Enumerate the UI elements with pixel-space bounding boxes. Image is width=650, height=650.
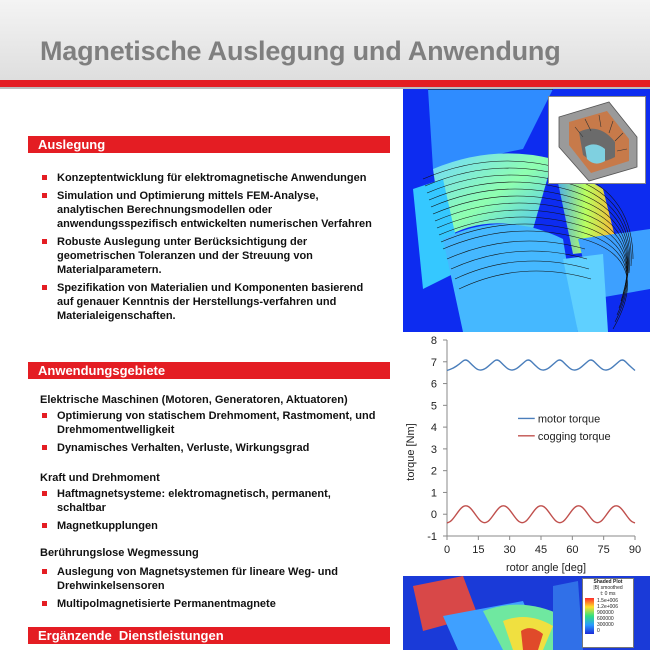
header-bar (0, 0, 650, 80)
legend-level: 300000 (597, 622, 614, 628)
list-item: Multipolmagnetisierte Permanentmagnete (42, 597, 377, 611)
y-tick-label: 5 (430, 400, 437, 413)
x-tick-label: 30 (503, 544, 516, 556)
list-item: Robuste Auslegung unter Berücksichtigung der geometrischen Toleranzen und der Streuung von Materialparametern. (42, 235, 377, 277)
chart-xlabel: rotor angle [deg] (505, 562, 587, 574)
x-tick-label: 15 (472, 544, 485, 556)
y-tick-label: 0 (430, 509, 437, 522)
legend-level: 0 (597, 628, 600, 634)
wegmessung-bullet-list (42, 565, 377, 615)
y-tick-label: 3 (430, 443, 437, 456)
y-tick-label: 7 (430, 356, 437, 369)
legend-level: 900000 (597, 610, 614, 616)
series-line-0 (447, 360, 635, 370)
y-tick-label: 8 (430, 335, 437, 347)
series-line-1 (447, 506, 635, 523)
legend-label: motor torque (537, 413, 601, 426)
list-item: Simulation und Optimierung mittels FEM-Analyse, analytischen Berechnungsmodellen oder anwendungsspezifisch entwickelten numerischen Verfahren (42, 189, 377, 231)
list-item: Haftmagnetsysteme: elektromagnetisch, permanent, schaltbar (42, 487, 377, 515)
legend-title: Shaded Plot (593, 579, 623, 585)
legend-time: t: 0 ms (600, 591, 616, 597)
y-tick-label: -1 (427, 531, 437, 543)
kraft-bullet-list (42, 487, 377, 537)
motor-cad-graphic (549, 97, 645, 183)
chart-ylabel: torque [Nm] (405, 423, 417, 481)
y-tick-label: 2 (430, 465, 437, 478)
group-title-wegmessung: Berührungslose Wegmessung (40, 547, 199, 559)
legend-subtitle: |B| smoothed (593, 585, 623, 591)
list-item: Optimierung von statischem Drehmoment, Rastmoment, und Drehmomentwelligkeit (42, 409, 377, 437)
y-tick-label: 6 (430, 378, 437, 391)
section-heading-anwendungsgebiete: Anwendungsgebiete (28, 362, 390, 379)
list-item: Magnetkupplungen (42, 519, 377, 533)
y-tick-label: 1 (430, 487, 437, 500)
legend-level: 1.5e+006 (597, 598, 618, 604)
group-title-kraft: Kraft und Drehmoment (40, 472, 160, 484)
section-heading-ergaenzend: Ergänzende Dienstleistungen (28, 627, 390, 644)
legend-levels (597, 598, 618, 634)
maschinen-bullet-list (42, 409, 377, 459)
x-tick-label: 75 (597, 544, 610, 556)
motor-cad-inset-image (548, 96, 646, 184)
y-tick-label: 4 (430, 422, 437, 435)
section-heading-auslegung: Auslegung (28, 136, 390, 153)
legend-level: 600000 (597, 616, 614, 622)
list-item: Dynamisches Verhalten, Verluste, Wirkungsgrad (42, 441, 377, 455)
page-title: Magnetische Auslegung und Anwendung (40, 36, 561, 66)
x-tick-label: 0 (443, 544, 451, 556)
x-tick-label: 45 (534, 544, 548, 556)
header-red-line (0, 80, 650, 87)
auslegung-bullet-list (42, 171, 377, 327)
legend-level: 1.2e+006 (597, 604, 618, 610)
torque-chart (403, 334, 650, 574)
x-tick-label: 60 (566, 544, 579, 556)
list-item: Konzeptentwicklung für elektromagnetische Anwendungen (42, 171, 377, 185)
list-item: Spezifikation von Materialien und Komponenten basierend auf genauer Kenntnis der Herstellungs-verfahren und Materialeigenschaften. (42, 281, 377, 323)
x-tick-label: 90 (628, 544, 642, 556)
group-title-maschinen: Elektrische Maschinen (Motoren, Generatoren, Aktuatoren) (40, 394, 348, 406)
torque-chart-svg (403, 334, 650, 574)
legend-label: cogging torque (537, 430, 611, 443)
legend-color-scale (585, 598, 594, 634)
list-item: Auslegung von Magnetsystemen für lineare Weg- und Drehwinkelsensoren (42, 565, 377, 593)
shaded-plot-legend (582, 578, 634, 648)
